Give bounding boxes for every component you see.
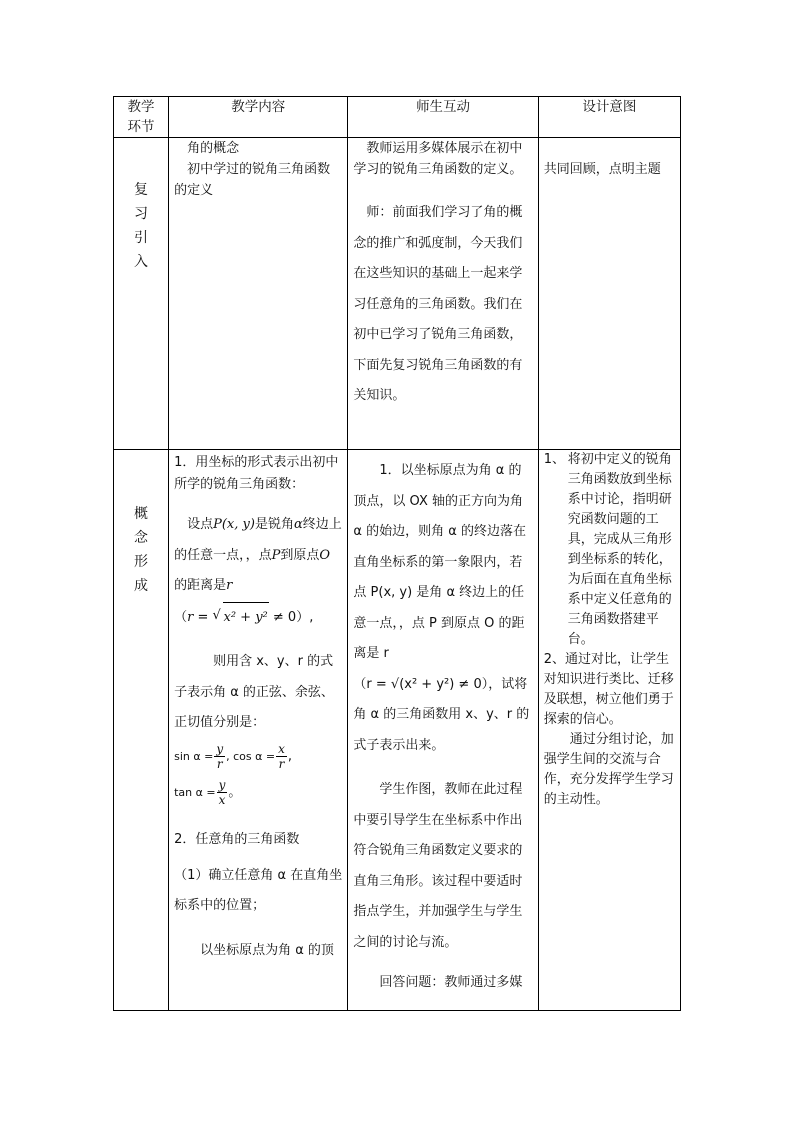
concept-intent: 1、 将初中定义的锐角三角函数放到坐标系中讨论，指明研究函数问题的工具，完成从三角形到坐标系的转化，为后面在直角坐标系中定义任意角的三角函数搭建平台。 2、通过对比，让学生对知识进行类比、迁移及联想，树立他们勇于探索的信心。 通过分组讨论，加强学生间的交流与合作，充分发挥学生学习的主动性。	[538, 450, 680, 1011]
header-interaction: 师生互动	[348, 97, 538, 138]
intent-item-1: 1、 将初中定义的锐角三角函数放到坐标系中讨论，指明研究函数问题的工具，完成从三角形到坐标系的转化，为后面在直角坐标系中定义任意角的三角函数搭建平台。	[543, 452, 672, 647]
header-content: 教学内容	[169, 97, 348, 138]
review-row	[114, 138, 681, 450]
review-intent: 共同回顾，点明主题	[538, 138, 680, 450]
section-concept: 概 念 形 成	[114, 450, 169, 1011]
sin-cos-formula: sin α = $\frac{y}{r}$ , cos α = $\frac{x}{r}$ ,	[174, 741, 292, 771]
concept-row	[114, 450, 681, 1011]
distance-formula: （r = √ x² + y² ≠ 0）,	[169, 602, 347, 634]
section-review: 复 习 引 入	[114, 138, 169, 450]
lesson-plan-table	[113, 96, 681, 1011]
point-definition: 设点P(x, y)是锐角α终边上的任意一点，，点P到原点O的距离是r	[174, 517, 342, 593]
review-interaction: 教师运用多媒体展示在初中学习的锐角三角函数的定义。 师：前面我们学习了角的概念的推广和弧度制，今天我们在这些知识的基础上一起来学习任意角的三角函数。我们在初中已学习了锐角三角函数，下面先复习锐角三角函数的有关知识。	[348, 138, 538, 450]
tan-formula: tan α = $\frac{y}{x}$ 。	[174, 777, 242, 807]
concept-interaction: 1．以坐标原点为角 α 的顶点，以 OX 轴的正方向为角 α 的始边，则角 α 的终边落在直角坐标系的第一象限内，若点 P(x, y) 是角 α 终边上的任意一点，，点 P 到原点 O 的距离是 r （r = √(x² + y²) ≠ 0），试将角 α 的三角函数用 x、y、r 的式子表示出来。 学生作图，教师在此过程中要引导学生在坐标系中作出符合锐角三角函数定义要求的直角三角形。该过程中要适时指点学生，并加强学生与学生之间的讨论与流。 回答问题：教师通过多媒	[348, 450, 538, 1011]
header-intent: 设计意图	[538, 97, 680, 138]
header-stage: 教学 环节	[114, 97, 169, 138]
concept-content: 1．用坐标的形式表示出初中所学的锐角三角函数： 设点P(x, y)是锐角α终边上的任意一点，，点P到原点O的距离是r （r = √ x² + y² ≠ 0）, 则用含 x、y、r 的式子表示角 α 的正弦、余弦、正切值分别是： sin α = $\frac{y}{r}$ , cos α = $\frac{x}{r}$ , tan α = $\frac{y}{x}$ 。 2．任意角的三角函数 （1）确立任意角 α 在直角坐标系中的位置； 以坐标原点为角 α 的顶	[169, 450, 348, 1011]
header-row	[114, 97, 681, 138]
review-content: 角的概念 初中学过的锐角三角函数的定义	[169, 138, 348, 450]
